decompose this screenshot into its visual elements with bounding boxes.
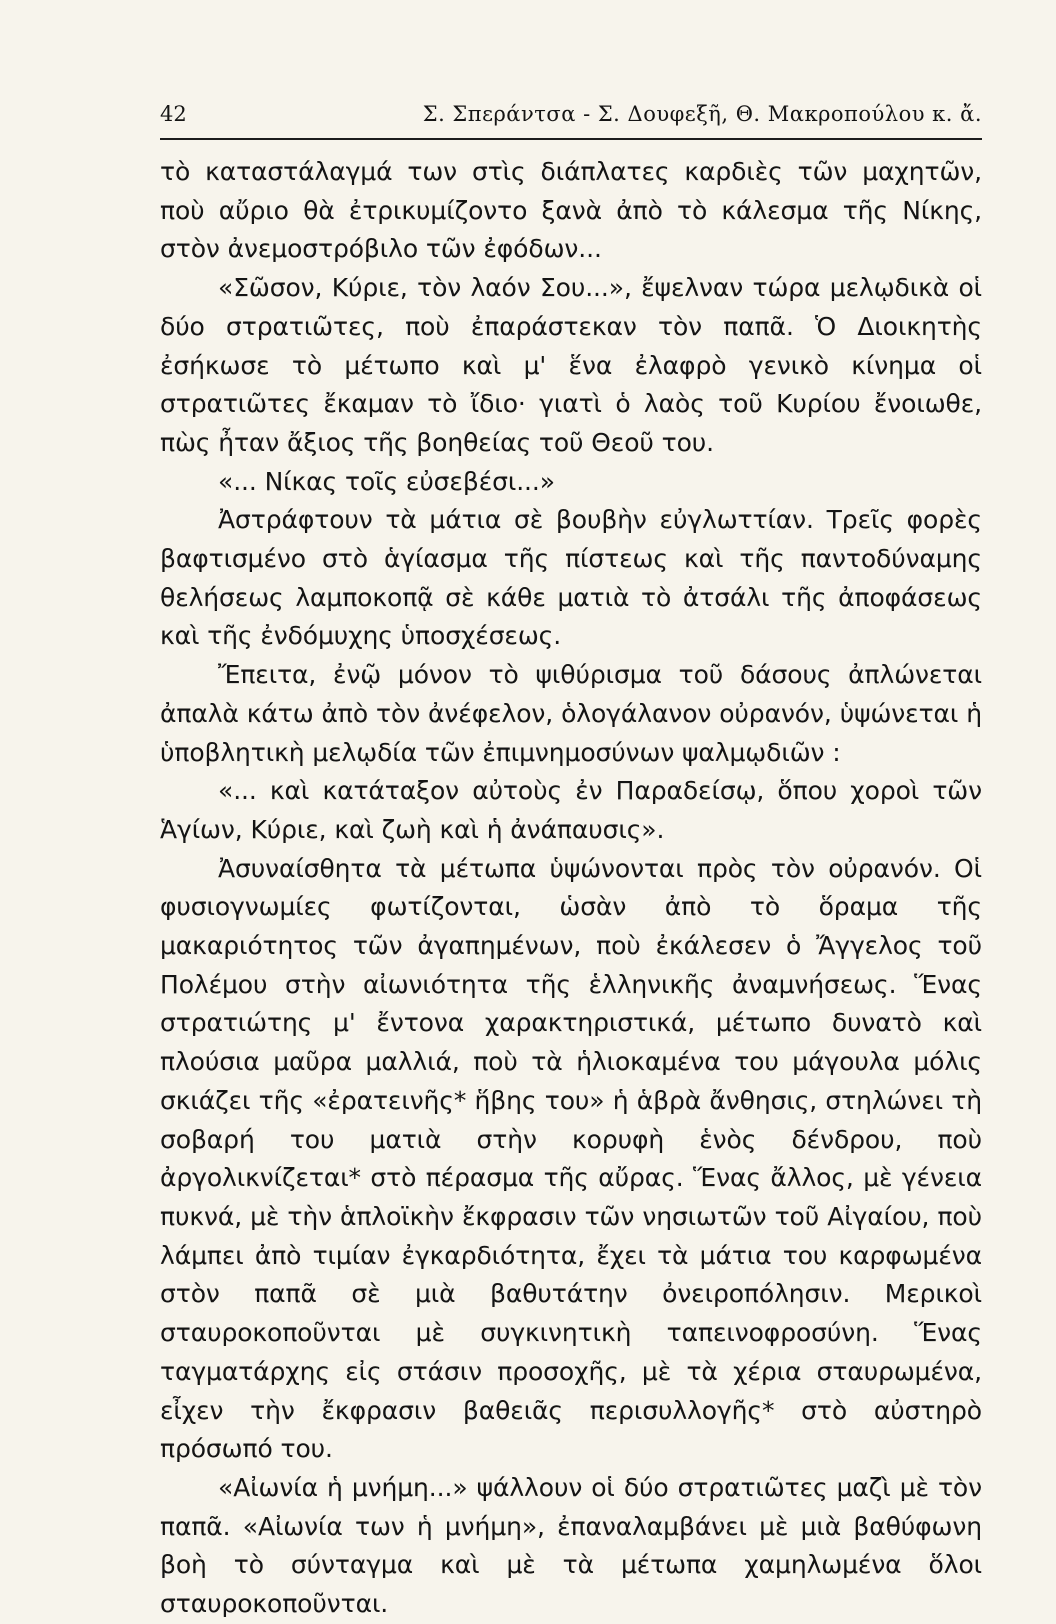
paragraph: Ἀσυναίσθητα τὰ μέτωπα ὑψώνονται πρὸς τὸν οὐρανόν. Οἱ φυσιογνωμίες φωτίζονται, ὡσὰν ἀπὸ τὸ ὅραμα τῆς μακαριότητος τῶν ἀγαπημένων, ποὺ ἐκάλεσεν ὁ Ἄγγελος τοῦ Πολέμου στὴν αἰωνιότητα τῆς ἑλληνικῆς ἀναμνήσεως. Ἕνας στρατιώτης μ' ἔντονα χαρακτηριστικά, μέτωπο δυνατὸ καὶ πλούσια μαῦρα μαλλιά, ποὺ τὰ ἡλιοκαμένα του μάγουλα μόλις σκιάζει τῆς «ἐρατεινῆς* ἥβης του» ἡ ἁβρὰ ἄνθησις, στηλώνει τὴ σοβαρή του ματιὰ στὴν κορυφὴ ἑνὸς δένδρου, ποὺ ἀργολικνίζεται* στὸ πέρασμα τῆς αὔρας. Ἕνας ἄλλος, μὲ γένεια πυκνά, μὲ τὴν ἁπλοϊκὴν ἔκφρασιν τῶν νησιωτῶν τοῦ Αἰγαίου, ποὺ λάμπει ἀπὸ τιμίαν ἐγκαρδιότητα, ἔχει τὰ μάτια του καρφωμένα στὸν παπᾶ σὲ μιὰ βαθυτάτην ὀνειροπόλησιν. Μερικοὶ σταυροκοποῦνται μὲ συγκινητικὴ ταπεινοφροσύνη. Ἕνας ταγματάρχης εἰς στάσιν προσοχῆς, μὲ τὰ χέρια σταυρωμένα, εἶχεν τὴν ἔκφρασιν βαθειᾶς περισυλλογῆς* στὸ αὐστηρὸ πρόσωπό του.	[160, 853, 982, 1464]
running-head: Σ. Σπεράντσα - Σ. Δουφεξῆ, Θ. Μακροπούλου κ. ἄ.	[422, 102, 982, 126]
page-header	[160, 98, 982, 140]
page-number: 42	[160, 102, 187, 126]
body-text	[160, 153, 982, 1624]
paragraph: τὸ καταστάλαγμά των στὶς διάπλατες καρδιὲς τῶν μαχητῶν, ποὺ αὔριο θὰ ἐτρικυμίζοντο ξανὰ ἀπὸ τὸ κάλεσμα τῆς Νίκης, στὸν ἀνεμοστρόβιλο τῶν ἐφόδων...	[160, 157, 982, 264]
paragraph: «... καὶ κατάταξον αὐτοὺς ἐν Παραδείσῳ, ὅπου χοροὶ τῶν Ἁγίων, Κύριε, καὶ ζωὴ καὶ ἡ ἀνάπαυσις».	[160, 776, 982, 844]
paragraph: «Αἰωνία ἡ μνήμη...» ψάλλουν οἱ δύο στρατιῶτες μαζὶ μὲ τὸν παπᾶ. «Αἰωνία των ἡ μνήμη», ἐπαναλαμβάνει μὲ μιὰ βαθύφωνη βοὴ τὸ σύνταγμα καὶ μὲ τὰ μέτωπα χαμηλωμένα ὅλοι σταυροκοποῦνται.	[160, 1472, 982, 1619]
paragraph: «Σῶσον, Κύριε, τὸν λαόν Σου...», ἔψελναν τώρα μελῳδικὰ οἱ δύο στρατιῶτες, ποὺ ἐπαράστεκαν τὸν παπᾶ. Ὁ Διοικητὴς ἐσήκωσε τὸ μέτωπο καὶ μ' ἕνα ἐλαφρὸ γενικὸ κίνημα οἱ στρατιῶτες ἔκαμαν τὸ ἴδιο· γιατὶ ὁ λαὸς τοῦ Κυρίου ἔνοιωθε, πὼς ἦταν ἄξιος τῆς βοηθείας τοῦ Θεοῦ του.	[160, 273, 982, 457]
paragraph: «... Νίκας τοῖς εὐσεβέσι...»	[218, 466, 555, 496]
paragraph: Ἀστράφτουν τὰ μάτια σὲ βουβὴν εὐγλωττίαν. Τρεῖς φορὲς βαφτισμένο στὸ ἁγίασμα τῆς πίστεως καὶ τῆς παντοδύναμης θελήσεως λαμποκοπᾷ σὲ κάθε ματιὰ τὸ ἀτσάλι τῆς ἀποφάσεως καὶ τῆς ἐνδόμυχης ὑποσχέσεως.	[160, 505, 982, 651]
paragraph: Ἔπειτα, ἐνῷ μόνον τὸ ψιθύρισμα τοῦ δάσους ἀπλώνεται ἀπαλὰ κάτω ἀπὸ τὸν ἀνέφελον, ὁλογάλανον οὐρανόν, ὑψώνεται ἡ ὑποβλητικὴ μελῳδία τῶν ἐπιμνημοσύνων ψαλμῳδιῶν :	[160, 660, 982, 767]
